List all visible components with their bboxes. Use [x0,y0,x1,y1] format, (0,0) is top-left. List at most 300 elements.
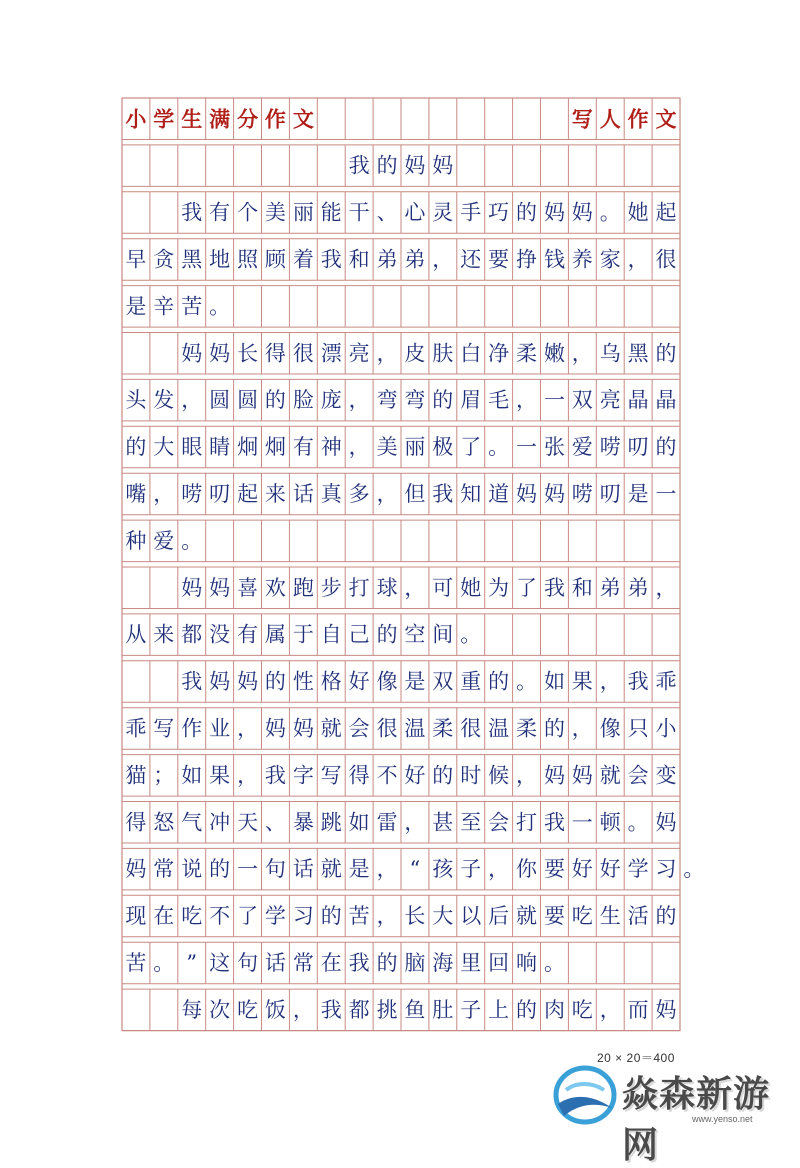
essay-char: 响 [516,950,537,975]
essay-char: 圆 [209,388,231,413]
essay-char: 但 [404,481,426,506]
essay-char: 嫩 [544,341,565,366]
essay-char: 黑 [181,247,203,272]
essay-char: 果 [571,669,593,694]
essay-char: 妈 [264,716,286,741]
essay-char: 我 [432,481,454,506]
essay-char: 唠 [571,481,593,506]
essay-char: 就 [320,857,342,882]
essay-char: 嘴 [125,481,147,506]
essay-char: 次 [209,997,231,1022]
essay-char: 候 [488,763,510,788]
essay-char: ” [186,950,198,975]
essay-char: ， [348,388,370,413]
essay-char: 重 [460,669,482,694]
essay-char: 孩 [432,857,454,882]
essay-char: 睛 [209,435,231,460]
essay-char: 我 [320,997,342,1022]
essay-char: 和 [348,247,370,272]
essay-char: 叨 [209,481,231,506]
essay-char: 照 [237,247,259,272]
essay-char: 好 [404,763,426,788]
essay-char: 我 [544,810,565,835]
essay-char: 如 [348,810,370,835]
essay-char: 空 [404,622,426,647]
grid-text [125,106,704,1023]
essay-char: 乖 [125,716,147,741]
essay-char: 心 [404,200,426,225]
watermark-logo-icon [552,1064,620,1126]
essay-char: 的 [432,388,454,413]
essay-char: 脸 [292,388,314,413]
essay-char: 有 [237,622,259,647]
header-left-char: 分 [237,106,259,132]
essay-char: 的 [209,857,231,882]
essay-char: 只 [627,716,649,741]
header-left-char: 作 [264,106,286,132]
essay-char: 弟 [376,247,398,272]
essay-char: 业 [209,716,231,741]
essay-char: 顾 [264,247,286,272]
watermark-url: www.yenso.net [692,1114,753,1124]
essay-char: 现 [125,904,147,928]
essay-char: 吃 [181,904,203,928]
essay-char: ， [237,716,259,741]
essay-char: 知 [460,481,482,506]
essay-char: 会 [627,763,649,788]
essay-char: 妈 [209,575,231,600]
essay-char: 吃 [571,997,593,1022]
essay-char: ， [376,904,398,928]
essay-char: 的 [264,388,286,413]
essay-char: 。 [209,294,231,319]
essay-char: 得 [125,810,147,835]
essay-char: 没 [209,622,231,647]
essay-char: 怒 [153,810,175,835]
essay-char: 妈 [571,200,593,225]
essay-char: ， [655,575,677,600]
essay-char: 时 [460,763,482,788]
essay-char: 的 [125,435,147,460]
essay-char: 而 [627,997,649,1022]
essay-char: 妈 [544,200,565,225]
essay-char: 从 [125,622,147,647]
essay-char: 晶 [627,388,649,413]
essay-char: 。 [460,622,482,647]
essay-char: 真 [320,481,342,506]
essay-char: ， [376,481,398,506]
essay-char: 苦 [181,294,203,319]
essay-char: 得 [264,341,286,366]
essay-char: ， [181,388,203,413]
essay-char: 至 [460,810,482,835]
essay-char: 我 [544,575,565,600]
essay-char: 苦 [125,950,147,975]
essay-char: 唠 [181,481,203,506]
essay-char: 温 [488,716,510,741]
essay-char: 贪 [153,247,175,272]
essay-char: 、 [264,810,286,835]
essay-char: 我 [181,669,203,694]
essay-char: 好 [599,857,621,882]
essay-char: 丽 [404,435,426,460]
essay-char: 妈 [655,997,677,1022]
essay-char: 乌 [599,341,621,366]
essay-char: ， [516,388,537,413]
essay-char: 亮 [599,388,621,413]
essay-char: 发 [153,388,175,413]
essay-char: 。 [544,950,565,975]
essay-char: 学 [264,904,286,928]
essay-char: 起 [655,200,677,225]
header-left-char: 满 [209,106,231,132]
essay-char: 妈 [516,481,537,506]
essay-char: 美 [264,200,286,225]
essay-char: 好 [348,669,370,694]
essay-char: ， [348,435,370,460]
essay-char: 妈 [125,857,147,882]
essay-char: 妈 [544,481,565,506]
essay-char: 还 [460,247,482,272]
essay-char: 写 [320,763,342,788]
essay-char: 要 [544,857,565,882]
essay-char: 弟 [404,247,426,272]
essay-char: 的 [264,669,286,694]
essay-char: 净 [488,341,510,366]
essay-char: 弯 [376,388,398,413]
essay-char: 亮 [348,341,370,366]
essay-char: 句 [237,950,259,975]
essay-char: 起 [237,481,259,506]
essay-char: 饭 [264,997,286,1022]
essay-char: 好 [571,857,593,882]
essay-char: 在 [153,904,175,928]
header-right-char: 写 [571,106,593,132]
essay-char: 一 [516,435,537,460]
essay-char: 叨 [627,435,649,460]
essay-char: 道 [488,481,510,506]
essay-char: 柔 [432,716,454,741]
essay-char: 脑 [404,950,426,975]
essay-char: 张 [544,435,565,460]
essay-char: 就 [516,904,537,928]
essay-char: 习 [655,857,677,882]
essay-char: 于 [292,622,314,647]
essay-char: 雷 [376,810,398,835]
essay-char: 妈 [292,716,314,741]
essay-char: 妈 [655,810,677,835]
essay-char: 妈 [181,341,203,366]
essay-char: ， [153,481,175,506]
grid-frame [122,98,680,1031]
essay-char: 来 [264,481,286,506]
essay-char: 她 [460,575,482,600]
essay-char: 。 [627,810,649,835]
essay-char: 是 [348,857,370,882]
essay-char: 种 [125,528,147,553]
essay-char: 很 [376,716,398,741]
essay-char: ； [153,763,175,788]
essay-char: 暴 [292,810,314,835]
essay-char: 妈 [209,669,231,694]
essay-char: 的 [376,622,398,647]
essay-char: 是 [125,294,147,319]
essay-char: 早 [125,247,147,272]
essay-char: 球 [376,575,398,600]
essay-char: ， [292,997,314,1022]
essay-char: 柔 [516,716,537,741]
essay-char: 吃 [237,997,259,1022]
essay-char: 大 [153,435,175,460]
essay-char: ， [571,341,593,366]
essay-char: 跑 [292,575,314,600]
essay-char: 在 [320,950,342,975]
essay-char: 作 [181,716,203,741]
essay-char: 神 [320,435,342,460]
essay-char: 圆 [237,388,259,413]
essay-char: 属 [264,622,286,647]
essay-char: 是 [627,481,649,506]
essay-char: 这 [209,950,231,975]
essay-char: 说 [181,857,203,882]
essay-char: 黑 [627,341,649,366]
essay-char: 冲 [209,810,231,835]
essay-char: 晶 [655,388,677,413]
essay-char: 温 [404,716,426,741]
essay-char: 写 [153,716,175,741]
essay-char: 头 [125,388,147,413]
essay-char: 很 [292,341,314,366]
essay-char: ， [432,247,454,272]
essay-char: 美 [376,435,398,460]
essay-char: ， [237,763,259,788]
essay-char: 了 [237,904,259,928]
essay-char: 长 [404,904,426,928]
essay-char: 可 [432,575,454,600]
essay-char: 打 [348,575,370,600]
essay-char: 弟 [599,575,621,600]
essay-char: 毛 [488,388,510,413]
essay-char: 话 [292,481,314,506]
essay-char: 气 [181,810,203,835]
essay-char: 挣 [516,247,537,272]
essay-char: 的 [516,997,537,1022]
header-right-char: 作 [627,106,649,132]
essay-char: 生 [599,904,621,928]
essay-char: 欢 [264,575,286,600]
essay-char: 。 [599,200,621,225]
essay-char: 都 [181,622,203,647]
essay-char: 。 [516,669,537,694]
essay-char: 后 [488,904,510,928]
essay-char: 妈 [571,763,593,788]
watermark-brand: 焱森新游网 [622,1074,771,1166]
essay-char: 着 [292,247,314,272]
essay-char: 家 [599,247,621,272]
essay-char: 海 [432,950,454,975]
essay-char: 了 [516,575,537,600]
essay-char: 和 [571,575,593,600]
essay-title-char: 妈 [432,153,454,178]
essay-char: 要 [544,904,565,928]
essay-char: 肤 [432,341,454,366]
essay-char: 常 [292,950,314,975]
essay-char: 的 [655,435,677,460]
essay-char: 上 [488,997,510,1022]
essay-char: 养 [571,247,593,272]
essay-char: 、 [376,200,398,225]
essay-char: ， [627,247,649,272]
essay-char: 叨 [599,481,621,506]
essay-char: ， [599,997,621,1022]
essay-char: 了 [460,435,482,460]
essay-title-char: 的 [376,153,398,178]
essay-char: 有 [292,435,314,460]
essay-char: 白 [460,341,482,366]
essay-char: 如 [544,669,565,694]
header-left-char: 小 [125,106,147,132]
essay-char: 果 [209,763,231,788]
essay-char: 顿 [599,810,621,835]
essay-char: 地 [209,247,231,272]
essay-char: 唠 [599,435,621,460]
essay-char: 。 [683,857,705,882]
essay-char: ， [516,763,537,788]
essay-char: 吃 [571,904,593,928]
essay-char: 话 [292,857,314,882]
essay-char: 。 [181,528,203,553]
essay-char: 一 [544,388,565,413]
essay-char: 双 [432,669,454,694]
essay-char: 眉 [460,388,482,413]
essay-char: 不 [376,763,398,788]
essay-char: 以 [460,904,482,928]
essay-char: 都 [348,997,370,1022]
essay-char: 一 [655,481,677,506]
essay-char: 你 [516,857,537,882]
essay-char: 子 [460,857,482,882]
essay-char: 我 [181,200,203,225]
essay-char: 妈 [209,341,231,366]
essay-char: 要 [488,247,510,272]
essay-char: 妈 [181,575,203,600]
essay-char: 。 [153,950,175,975]
essay-char: 习 [292,904,314,928]
essay-char: 有 [209,200,231,225]
essay-char: ， [404,575,426,600]
essay-char: 学 [627,857,649,882]
essay-char: 间 [432,622,454,647]
essay-char: 漂 [320,341,342,366]
essay-char: 的 [320,904,342,928]
essay-char: 很 [460,716,482,741]
essay-char: 己 [348,622,370,647]
essay-char: 她 [627,200,649,225]
essay-char: 每 [181,997,203,1022]
essay-char: 天 [237,810,259,835]
essay-char: 会 [348,716,370,741]
essay-char: 像 [599,716,621,741]
essay-char: 格 [320,669,342,694]
essay-char: 就 [320,716,342,741]
essay-char: 爱 [153,528,175,553]
header-right-char: 人 [599,106,621,132]
essay-char: 跳 [320,810,342,835]
essay-char: 的 [544,716,565,741]
essay-char: 巧 [488,200,510,225]
essay-char: 我 [348,950,370,975]
essay-char: 的 [516,200,537,225]
essay-title-char: 我 [348,153,370,178]
essay-char: 自 [320,622,342,647]
essay-char: 常 [153,857,175,882]
essay-char: 甚 [432,810,454,835]
essay-char: 炯 [264,435,286,460]
essay-char: “ [409,857,421,882]
essay-char: 性 [292,669,314,694]
essay-char: 柔 [516,341,537,366]
essay-char: 的 [488,669,510,694]
essay-char: 弟 [627,575,649,600]
essay-char: ， [404,810,426,835]
essay-char: 灵 [432,200,454,225]
essay-char: 我 [320,247,342,272]
essay-char: 爱 [571,435,593,460]
essay-char: 子 [460,997,482,1022]
essay-char: ， [376,341,398,366]
essay-char: 极 [432,435,454,460]
essay-char: 双 [571,388,593,413]
grid-lines [122,98,680,1031]
essay-char: 的 [655,904,677,928]
essay-char: 手 [460,200,482,225]
essay-char: 喜 [237,575,259,600]
essay-char: 里 [460,950,482,975]
essay-char: 回 [488,950,510,975]
essay-char: 得 [348,763,370,788]
essay-char: 妈 [544,763,565,788]
essay-char: ， [599,669,621,694]
essay-char: 乖 [655,669,677,694]
essay-char: 肚 [432,997,454,1022]
essay-char: 很 [655,247,677,272]
essay-char: 如 [181,763,203,788]
header-right-char: 文 [655,106,677,132]
essay-char: 弯 [404,388,426,413]
essay-char: 能 [320,200,342,225]
essay-char: 的 [376,950,398,975]
essay-char: 钱 [544,247,565,272]
essay-char: 长 [237,341,259,366]
essay-char: 挑 [376,997,398,1022]
essay-char: 就 [599,763,621,788]
essay-char: 我 [264,763,286,788]
essay-char: 是 [404,669,426,694]
grid-count-label: 20 × 20＝400 [597,1051,675,1065]
essay-char: 变 [655,763,677,788]
essay-char: 活 [627,904,649,928]
essay-char: 来 [153,622,175,647]
essay-char: 苦 [348,904,370,928]
essay-char: 丽 [292,200,314,225]
essay-char: 妈 [237,669,259,694]
essay-char: 小 [655,716,677,741]
essay-char: 字 [292,763,314,788]
essay-char: 大 [432,904,454,928]
essay-char: 话 [264,950,286,975]
essay-char: 眼 [181,435,203,460]
essay-char: 一 [237,857,259,882]
